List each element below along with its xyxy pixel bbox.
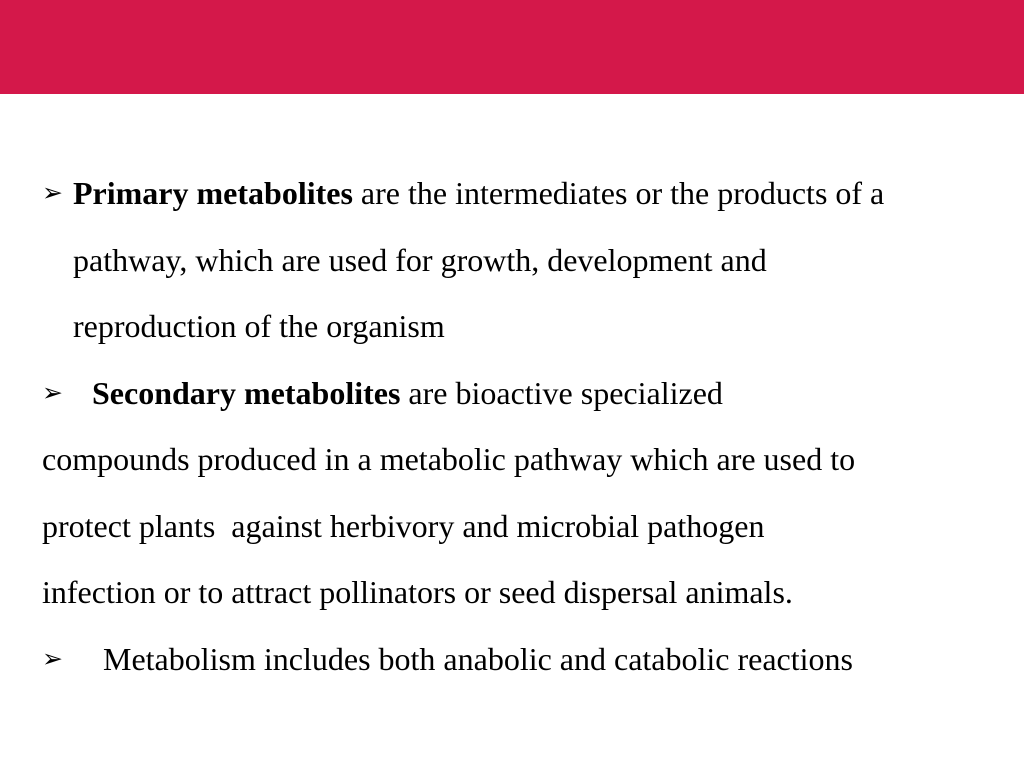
metabolism-text: Metabolism includes both anabolic and catabolic reactions [103,640,853,677]
bullet-secondary-line-2: compounds produced in a metabolic pathway which are used to [42,441,856,477]
bullet-secondary-line-3: protect plants against herbivory and microbial pathogen [42,507,765,544]
arrow-bullet-icon: ➢ [42,377,63,407]
arrow-bullet-icon: ➢ [42,178,63,207]
term-secondary-metabolites: Secondary metabolites [92,374,401,411]
bullet-secondary-line-1 [42,360,1017,427]
bullet-metabolism-line [42,626,1017,693]
term-primary-metabolites: Primary metabolites [73,175,353,211]
secondary-definition-text: are bioactive specialized [400,374,723,411]
header-band [0,0,1024,94]
slide-body [42,160,1017,692]
bullet-secondary-line-4: infection or to attract pollinators or seed dispersal animals. [42,574,793,610]
bullet-primary-line-2: pathway, which are used for growth, development and [73,241,767,278]
primary-definition-text: are the intermediates or the products of a [352,175,885,211]
bullet-primary-line-1 [42,160,1017,227]
arrow-bullet-icon: ➢ [42,643,63,673]
bullet-primary-line-3: reproduction of the organism [73,308,445,344]
